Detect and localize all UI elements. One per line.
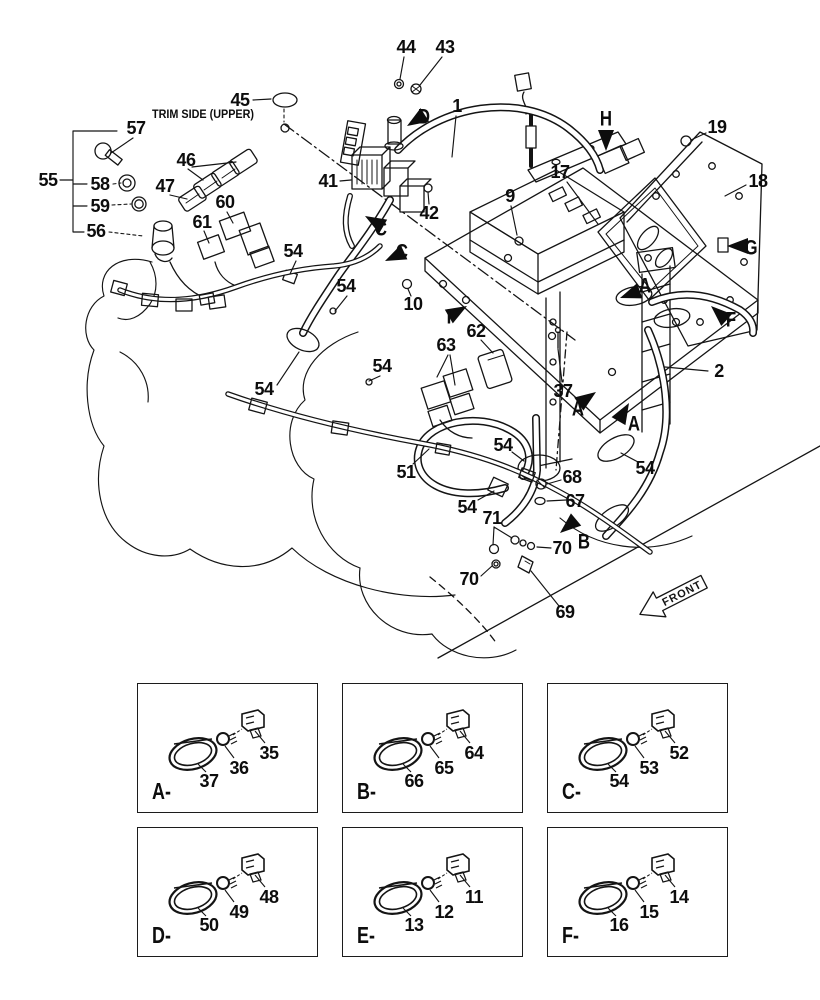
view-letter-C: C — [374, 217, 388, 241]
part-callout-55: 55 — [38, 170, 58, 190]
part-callout-60: 60 — [215, 192, 235, 212]
part-callout-54: 54 — [457, 497, 477, 517]
part-callout-54: 54 — [635, 458, 655, 478]
view-letter-I: I — [446, 305, 452, 329]
detail-box-a — [137, 683, 318, 813]
part-callout-10: 10 — [403, 294, 423, 314]
part-callout-44: 44 — [396, 37, 416, 57]
part-callout-70: 70 — [459, 569, 479, 589]
part-callout: 48 — [259, 887, 279, 907]
part-callout-9: 9 — [505, 186, 515, 206]
part-callout-42: 42 — [419, 203, 439, 223]
detail-box-letter: A- — [152, 778, 171, 804]
part-callout-54: 54 — [336, 276, 356, 296]
front-direction-arrow — [634, 569, 711, 627]
view-letter-C: C — [395, 240, 409, 264]
part-callout: 52 — [669, 743, 689, 763]
view-letter-A: A — [571, 397, 585, 421]
part-callout-43: 43 — [435, 37, 455, 57]
part-callout-51: 51 — [396, 462, 416, 482]
part-callout: 53 — [639, 758, 659, 778]
view-letter-H: H — [599, 107, 613, 131]
front-label: FRONT — [660, 578, 705, 609]
part-callout: 13 — [404, 915, 424, 935]
part-callout-17: 17 — [550, 162, 570, 182]
part-callout: 11 — [464, 887, 484, 907]
detail-box-c — [547, 683, 728, 813]
part-callout-54: 54 — [372, 356, 392, 376]
trim-side-label: TRIM SIDE (UPPER) — [152, 107, 255, 121]
part-callout: 64 — [464, 743, 484, 763]
part-callout-19: 19 — [707, 117, 727, 137]
part-callout: 35 — [259, 743, 279, 763]
detail-box-f — [547, 827, 728, 957]
part-callout-61: 61 — [192, 212, 212, 232]
part-callout: 14 — [669, 887, 689, 907]
part-callout-58: 58 — [90, 174, 110, 194]
part-callout-47: 47 — [155, 176, 175, 196]
part-callout-56: 56 — [86, 221, 106, 241]
detail-box-letter: D- — [152, 922, 171, 948]
part-callout-69: 69 — [555, 602, 575, 622]
part-callout: 50 — [199, 915, 219, 935]
lower-harness — [228, 394, 650, 552]
view-letter-D: D — [417, 105, 431, 129]
detail-box-letter: E- — [357, 922, 375, 948]
part-callout: 36 — [229, 758, 249, 778]
detail-box-letter: F- — [562, 922, 579, 948]
part-callout-57: 57 — [126, 118, 146, 138]
view-letter-F: F — [725, 308, 737, 332]
detail-box-letter: B- — [357, 778, 376, 804]
part-callout-46: 46 — [176, 150, 196, 170]
part-callout: 66 — [404, 771, 424, 791]
part-callout-63: 63 — [436, 335, 456, 355]
part-callout: 49 — [229, 902, 249, 922]
part-callout: 54 — [609, 771, 629, 791]
part-callout-54: 54 — [493, 435, 513, 455]
part-callout: 15 — [639, 902, 659, 922]
part-callout-2: 2 — [714, 361, 724, 381]
engine-cover-outline — [86, 259, 692, 657]
part-callout-71: 71 — [482, 508, 502, 528]
part-callout-67: 67 — [565, 491, 585, 511]
part-callout: 12 — [434, 902, 454, 922]
part-callout-45: 45 — [230, 90, 250, 110]
part-callout-37: 37 — [553, 381, 573, 401]
part-callout-59: 59 — [90, 196, 110, 216]
detail-box-d — [137, 827, 318, 957]
part-callout-54: 54 — [254, 379, 274, 399]
view-letter-A: A — [627, 412, 641, 436]
part-callout-54: 54 — [283, 241, 303, 261]
tilted-bracket — [598, 178, 706, 300]
part-callout-1: 1 — [452, 96, 462, 116]
view-ref-arrow-H — [598, 130, 614, 151]
part-callout-18: 18 — [748, 171, 768, 191]
detail-box-b — [342, 683, 523, 813]
part-callout: 16 — [609, 915, 629, 935]
part-callout: 37 — [199, 771, 219, 791]
detail-box-letter: C- — [562, 778, 581, 804]
part-callout-70: 70 — [552, 538, 572, 558]
part-callout: 65 — [434, 758, 454, 778]
part-callout-41: 41 — [318, 171, 338, 191]
view-letter-G: G — [744, 236, 758, 260]
part-callout-68: 68 — [562, 467, 582, 487]
detail-box-e — [342, 827, 523, 957]
view-letter-B: B — [577, 530, 591, 554]
part-callout-62: 62 — [466, 321, 486, 341]
view-letter-A: A — [638, 274, 652, 298]
